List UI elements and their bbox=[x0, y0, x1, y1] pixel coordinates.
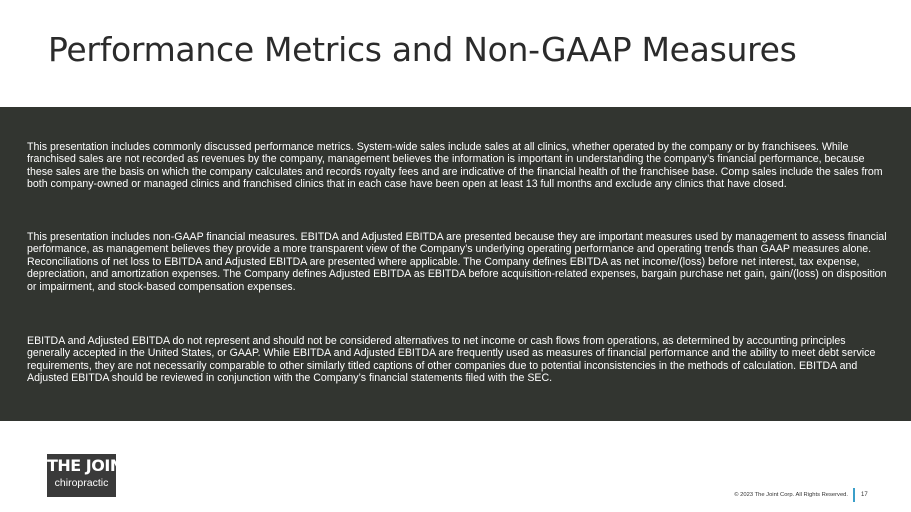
logo-tagline: chiropractic bbox=[54, 477, 109, 489]
paragraph-ebitda-disclaimer: EBITDA and Adjusted EBITDA do not represent and should not be considered alternatives to net income or cash flows from operations, as determined by accounting principles generally accepted in the United States, or GAAP. While EBITDA and Adjusted EBITDA are frequently used as measures of financial performance and the ability to meet debt service requirements, they are not necessarily comparable to other similarly titled captions of other companies due to potential inconsistencies in the methods of calculation. EBITDA and Adjusted EBITDA should be reviewed in conjunction with the Company’s financial statements filed with the SEC. bbox=[27, 335, 876, 385]
footer-divider bbox=[853, 488, 855, 502]
content-panel bbox=[0, 107, 911, 421]
slide-title: Performance Metrics and Non-GAAP Measures bbox=[48, 30, 797, 69]
paragraph-performance-metrics: This presentation includes commonly discussed performance metrics. System-wide sales include sales at all clinics, whether operated by the company or by franchisees. While franchised sales are not recorded as revenues by the company, management believes the information is important in understanding the company’s financial performance, because these sales are the basis on which the company calculates and records royalty fees and are indicative of the financial health of the franchisee base. Comp sales include the sales from both company-owned or managed clinics and franchised clinics that in each case have been open at least 13 full months and exclude any clinics that have closed. bbox=[27, 141, 883, 191]
page-number: 17 bbox=[861, 492, 868, 498]
footer-copyright: © 2023 The Joint Corp. All Rights Reserved. bbox=[734, 492, 848, 498]
paragraph-non-gaap-measures: This presentation includes non-GAAP financial measures. EBITDA and Adjusted EBITDA are presented because they are important measures used by management to assess financial performance, as management believes they provide a more transparent view of the Company’s underlying operating performance and operating trends than GAAP measures alone. Reconciliations of net loss to EBITDA and Adjusted EBITDA are presented where applicable. The Company defines EBITDA as net income/(loss) before net interest, tax expense, depreciation, and amortization expenses. The Company defines Adjusted EBITDA as EBITDA before acquisition-related expenses, bargain purchase net gain, gain/(loss) on disposition or impairment, and stock-based compensation expenses. bbox=[27, 231, 887, 293]
company-logo bbox=[47, 454, 134, 497]
logo-wordmark: THE JOINT bbox=[47, 456, 134, 475]
